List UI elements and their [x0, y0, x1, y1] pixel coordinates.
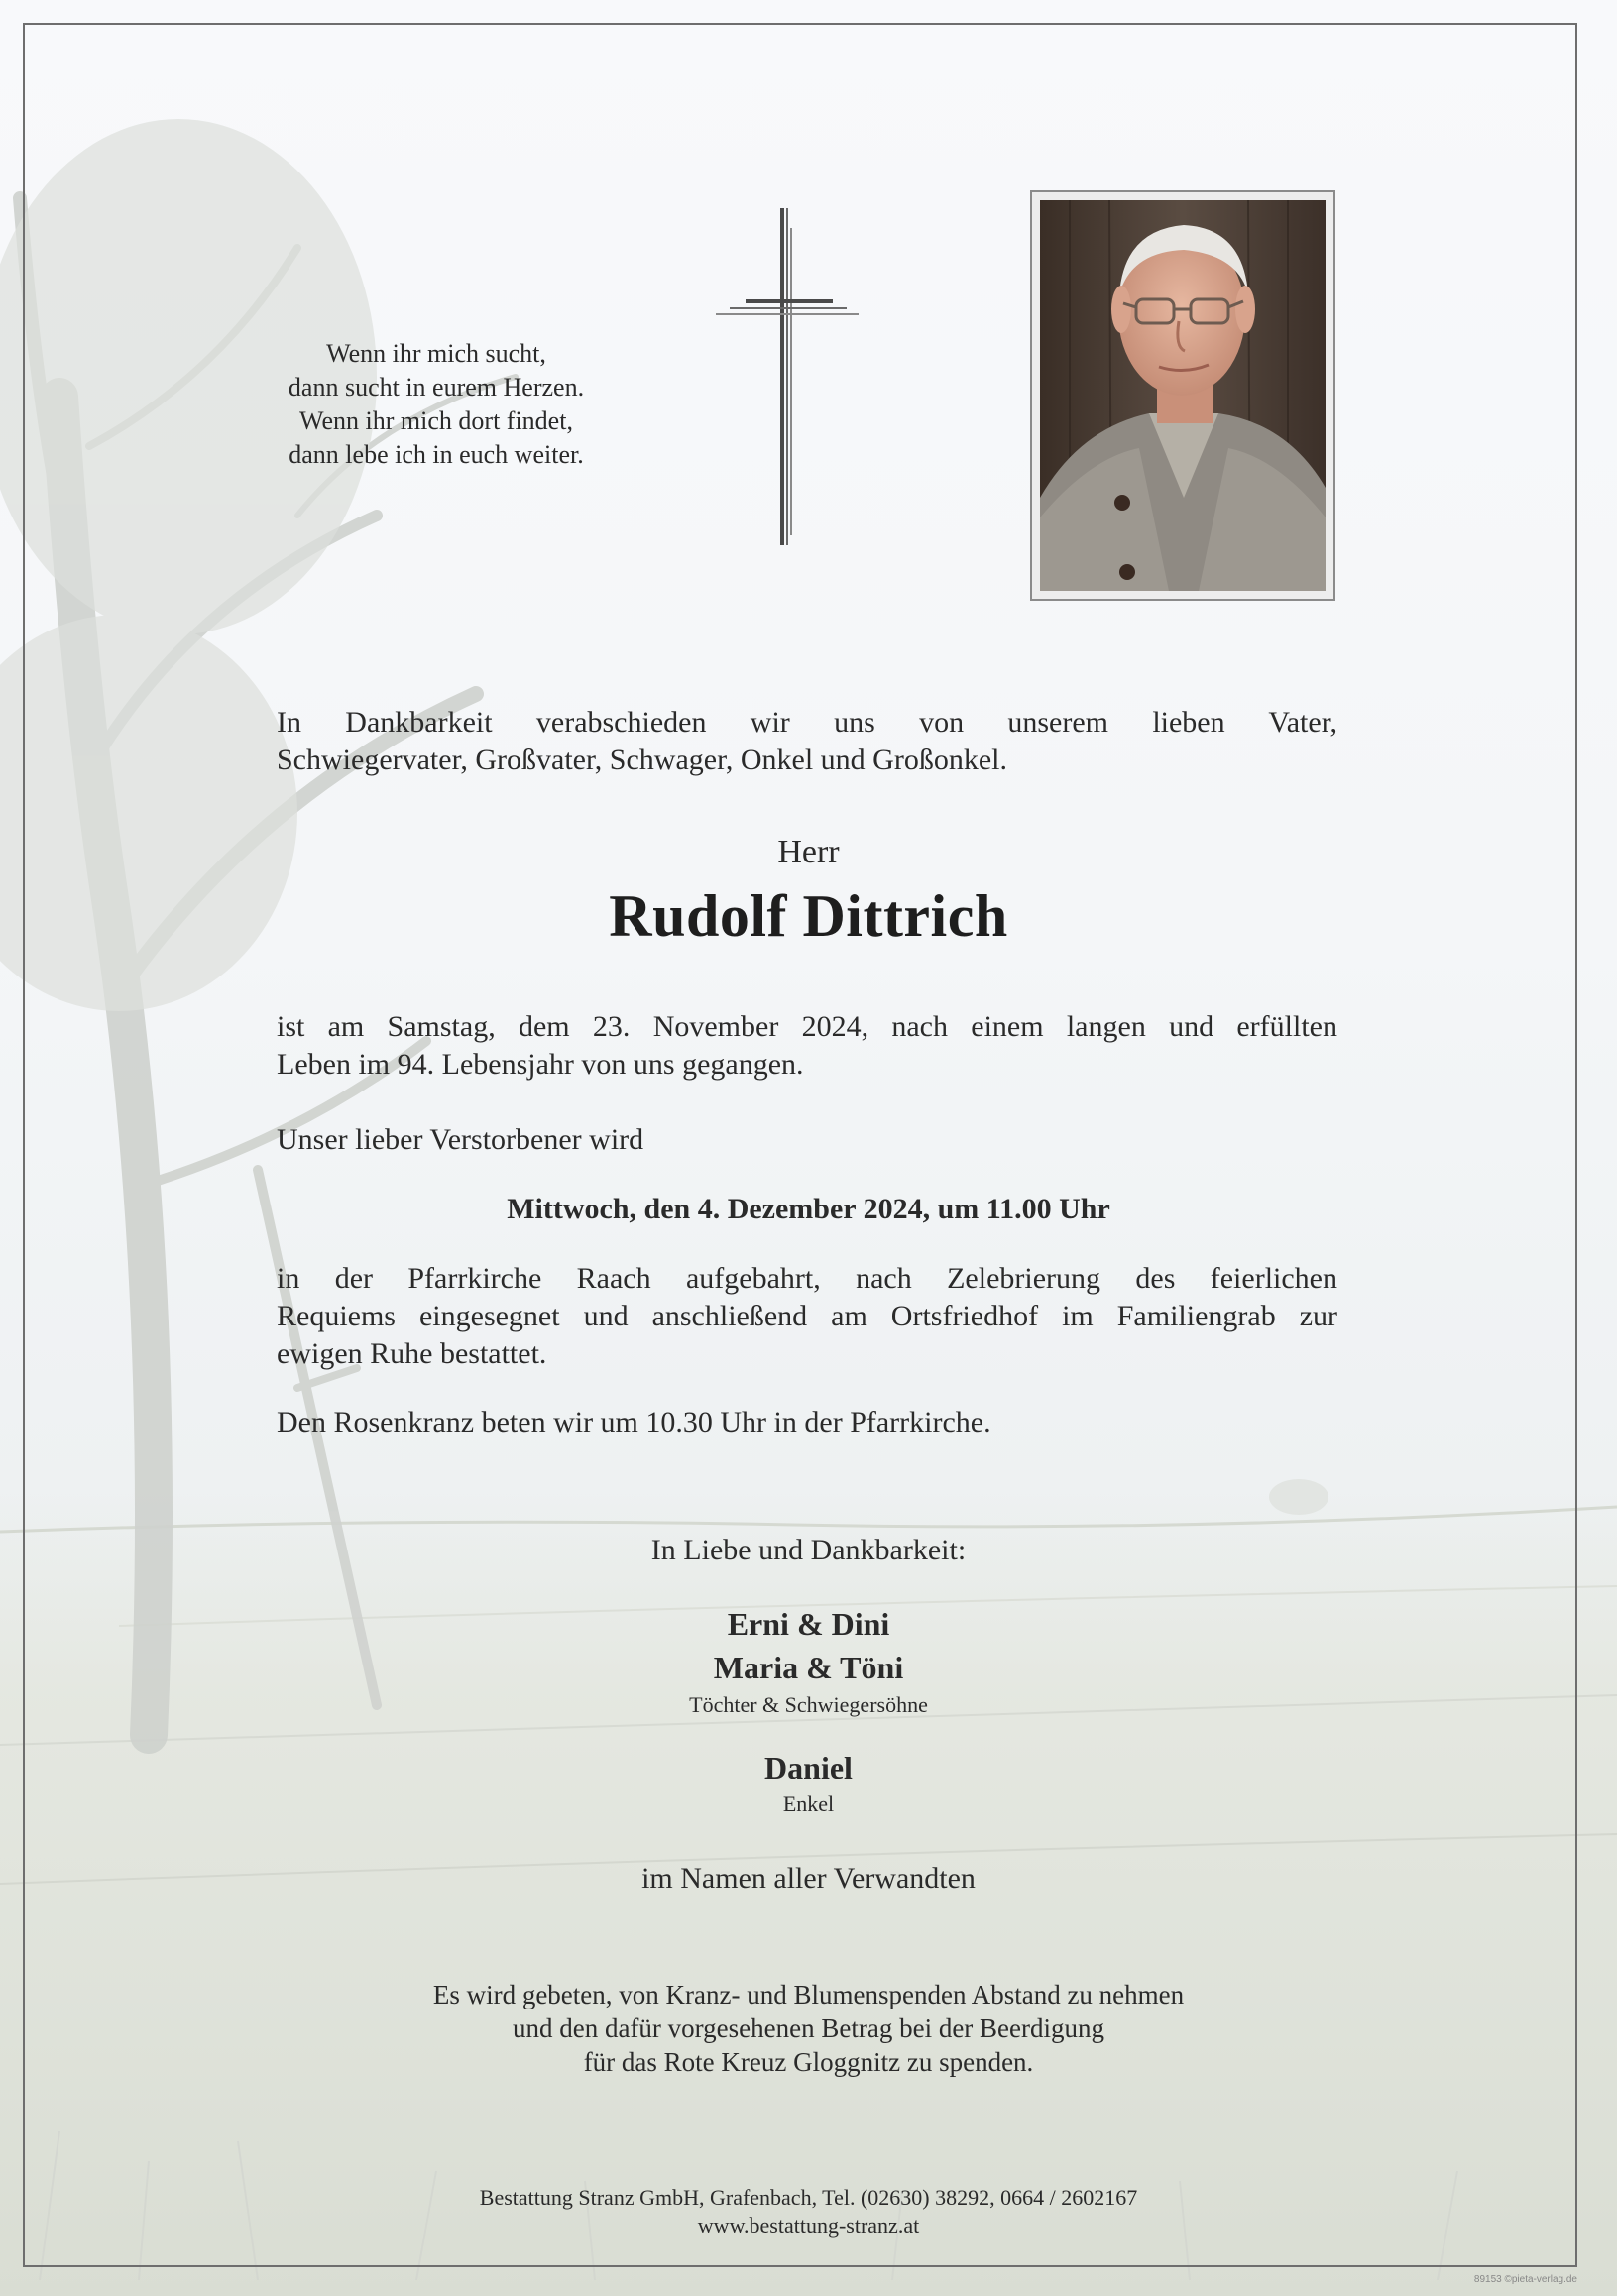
death-notice-paragraph: [277, 1008, 1337, 1084]
print-code: 89153 ©pieta-verlag.de: [1473, 2274, 1577, 2285]
portrait-photo: [1040, 200, 1326, 591]
mourners-group-daughters: [0, 1602, 1617, 1689]
donation-request-line: Es wird gebeten, von Kranz- und Blumenspenden Abstand zu nehmen: [432, 1980, 1185, 2009]
intro-line: In Dankbarkeit verabschieden wir uns von unserem lieben Vater,: [277, 706, 1337, 739]
mourner-role: Enkel: [782, 1791, 835, 1816]
mourner-names: Erni & Dini: [727, 1606, 890, 1642]
portrait-photo-frame: [1030, 190, 1335, 601]
church-paragraph: [277, 1260, 1337, 1373]
cross-icon: [716, 206, 859, 547]
memorial-quote: [228, 337, 644, 472]
church-line: Requiems eingesegnet und anschließend am Ortsfriedhof im Familiengrab zur: [277, 1300, 1337, 1332]
rosary-notice: Den Rosenkranz beten wir um 10.30 Uhr in der Pfarrkirche.: [277, 1406, 991, 1438]
funeral-home-website: www.bestattung-stranz.at: [697, 2213, 920, 2238]
intro-paragraph: [277, 704, 1337, 779]
funeral-home-contact: Bestattung Stranz GmbH, Grafenbach, Tel. (02630) 38292, 0664 / 2602167: [479, 2185, 1138, 2210]
mourners-closing: im Namen aller Verwandten: [641, 1862, 976, 1894]
mourner-role: Töchter & Schwiegersöhne: [689, 1692, 928, 1717]
salutation: Herr: [777, 834, 840, 870]
donation-request: [0, 1978, 1617, 2079]
quote-line: dann lebe ich in euch weiter.: [289, 440, 584, 469]
intro-line: Schwiegervater, Großvater, Schwager, Onkel und Großonkel.: [277, 744, 1007, 776]
donation-request-line: und den dafür vorgesehenen Betrag bei der Beerdigung: [512, 2013, 1105, 2043]
funeral-home-footer: [0, 2184, 1617, 2239]
deceased-name: Rudolf Dittrich: [609, 883, 1008, 949]
quote-line: Wenn ihr mich dort findet,: [299, 406, 573, 435]
funeral-date: Mittwoch, den 4. Dezember 2024, um 11.00 Uhr: [507, 1193, 1110, 1225]
church-line: in der Pfarrkirche Raach aufgebahrt, nach Zelebrierung des feierlichen: [277, 1262, 1337, 1295]
quote-line: dann sucht in eurem Herzen.: [288, 373, 585, 402]
quote-line: Wenn ihr mich sucht,: [326, 339, 546, 368]
donation-request-line: für das Rote Kreuz Gloggnitz zu spenden.: [583, 2047, 1034, 2077]
death-notice-line: ist am Samstag, dem 23. November 2024, nach einem langen und erfüllten: [277, 1010, 1337, 1043]
death-notice-line: Leben im 94. Lebensjahr von uns gegangen.: [277, 1048, 804, 1081]
church-line: ewigen Ruhe bestattet.: [277, 1337, 547, 1370]
mourners-heading: In Liebe und Dankbarkeit:: [650, 1534, 967, 1566]
funeral-intro: Unser lieber Verstorbener wird: [277, 1123, 644, 1156]
mourner-names: Maria & Töni: [713, 1650, 904, 1685]
mourner-names: Daniel: [764, 1750, 853, 1785]
